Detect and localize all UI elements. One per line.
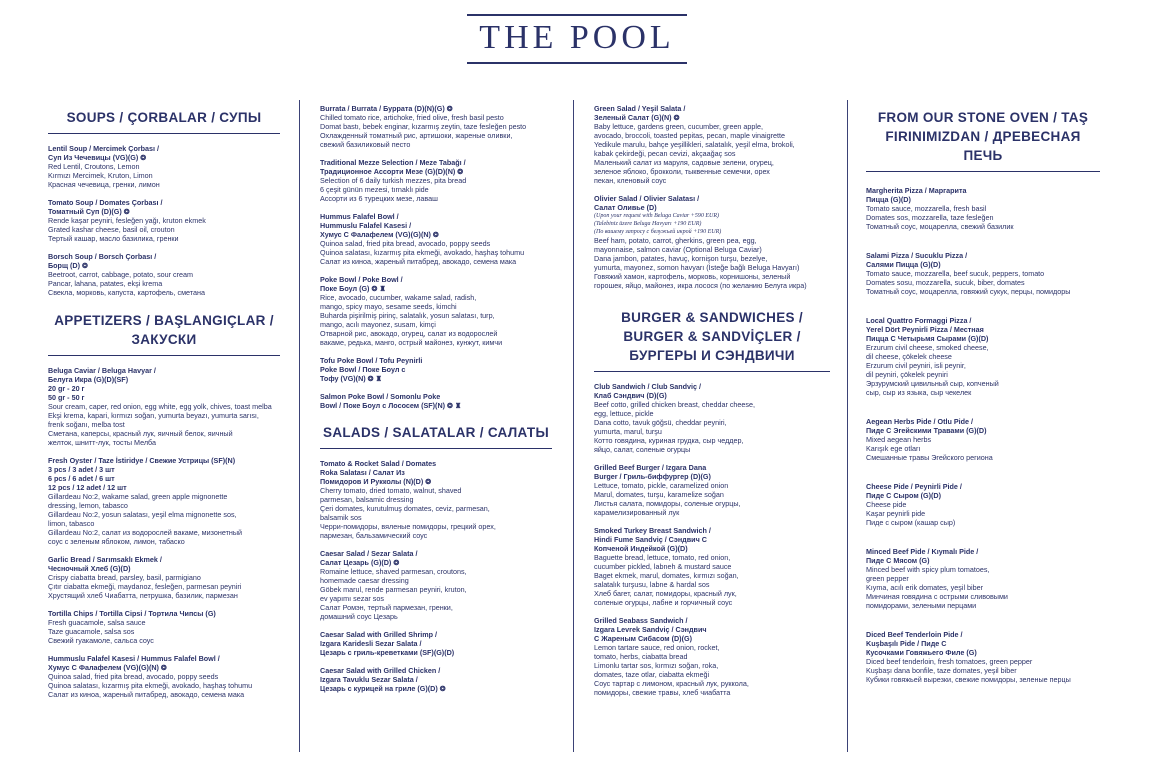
menu-item-description: Red Lentil, Croutons, Lemon Kırmızı Mercimek, Kruton, Limon Красная чечевица, гренки, лимон <box>48 162 160 189</box>
menu-item-name: Lentil Soup / Mercimek Çorbası / Суп Из Чечевицы (VG)(G) ❂ <box>48 144 160 162</box>
menu-item-name: Grilled Beef Burger / Izgara Dana Burger / Гриль-биффургер (D)(G) <box>594 463 711 481</box>
menu-item <box>48 144 280 189</box>
menu-item <box>594 463 830 517</box>
menu-item <box>320 666 552 693</box>
menu-item-description: Quinoa salad, fried pita bread, avocado, poppy seeds Quinoa salatası, kızarmış pita ekmeği, avokado, haşhaş tohumu Салат из киноа, жареный питабред, авокадо, семена мака <box>320 239 525 266</box>
menu-item-description: Diced beef tenderloin, fresh tomatoes, green pepper Kuşbaşı dana bonfile, taze domates, yeşil biber Кубики говяжьей вырезки, свежие помидоры, зеленые перцы <box>866 657 1071 684</box>
menu-column-1 <box>48 104 280 708</box>
menu-item-name: Caesar Salad / Sezar Salata / Салат Цезарь (G)(D) ❂ <box>320 549 418 567</box>
burgers-list <box>594 382 830 697</box>
menu-item-name: Aegean Herbs Pide / Otlu Pide / Пиде С Эгейскими Травами (G)(D) <box>866 417 987 435</box>
column-divider <box>573 100 574 752</box>
column-divider <box>299 100 300 752</box>
menu-item-note: (Upon your request with Beluga Caviar +590 EUR) (Talebiniz üzere Beluga Havyarı +190 EUR) (По вашему запросу с белужьей икрой +190 EUR) <box>594 213 722 235</box>
menu-column-4 <box>866 104 1100 704</box>
menu-item <box>48 555 280 600</box>
menu-item-description: Selection of 6 daily turkish mezzes, pita bread 6 çeşit günün mezesi, tırnaklı pide Ассорти из 6 турецких мезе, лаваш <box>320 176 467 203</box>
menu-item-name: Caesar Salad with Grilled Chicken / Izgara Tavuklu Sezar Salata / Цезарь с курицей на гриле (G)(D) ❂ <box>320 666 446 693</box>
menu-item-name: Tomato Soup / Domates Çorbası / Томатный Суп (D)(G) ❂ <box>48 198 163 216</box>
menu-item-description: Romaine lettuce, shaved parmesan, croutons, homemade caesar dressing Göbek marul, rende parmesan peyniri, kruton, ev yapımı sezar sos Салат Ромэн, тертый пармезан, гренки, домашний соус Цезарь <box>320 567 467 621</box>
section-title-stone-oven: FROM OUR STONE OVEN / TAŞ FIRINIMIZDAN / ДРЕВЕСНАЯ ПЕЧЬ <box>866 104 1100 172</box>
menu-item-name: Traditional Mezze Selection / Meze Tabağı / Традиционное Ассорти Мезе (G)(D)(N) ❂ <box>320 158 466 176</box>
menu-item <box>866 630 1100 684</box>
menu-item <box>320 212 552 266</box>
menu-item <box>866 186 1100 231</box>
menu-item <box>320 356 552 383</box>
menu-item <box>866 547 1100 610</box>
menu-item <box>866 316 1100 397</box>
menu-item-name: Garlic Bread / Sarımsaklı Ekmek / Чесночный Хлеб (G)(D) <box>48 555 162 573</box>
menu-column-3 <box>594 104 830 706</box>
menu-item-name: Beluga Caviar / Beluga Havyar / Белуга Икра (G)(D)(SF) 20 gr - 20 г 50 gr - 50 г <box>48 366 156 402</box>
menu-item <box>594 382 830 454</box>
menu-item-name: Poke Bowl / Poke Bowl / Поке Боул (G) ❂ ♜ <box>320 275 403 293</box>
menu-item-description: Cheese pide Kaşar peynirli pide Пиде с сыром (кашар сыр) <box>866 500 956 527</box>
menu-item-description: Beef ham, potato, carrot, gherkins, green pea, egg, mayonnaise, salmon caviar (Optional Beluga Caviar) Dana jambon, patates, havuç, kornişon turşu, bezelye, yumurta, mayonez, somon havyarı (İsteğe bağlı Beluga Havyarı) Говяжий хамон, картофель, морковь, корнишоны, зеленый горошек, яйцо, майонез, икра лосося (по желанию Белуга икра) <box>594 236 807 290</box>
menu-column-2 <box>320 104 552 702</box>
menu-item-name: Tomato & Rocket Salad / Domates Roka Salatası / Салат Из Помидоров И Рукколы (N)(D) ❂ <box>320 459 437 486</box>
menu-item <box>320 158 552 203</box>
menu-item-name: Local Quattro Formaggi Pizza / Yerel Dört Peynirli Pizza / Местная Пицца С Четырьмя Сырами (G)(D) <box>866 316 989 343</box>
menu-item <box>48 252 280 297</box>
menu-item-name: Tortilla Chips / Tortilla Cipsi / Тортила Чипсы (G) <box>48 609 216 618</box>
menu-item-description: Fresh guacamole, salsa sauce Taze guacamole, salsa sos Свежий гуакамоле, сальса соус <box>48 618 154 645</box>
menu-item-description: Baby lettuce, gardens green, cucumber, green apple, avocado, broccoli, toasted pepitas, pecan, maple vinaigrette Yedikule marulu, bahçe yeşillikleri, salatalık, yeşil elma, brokoli, kabak çekirdeği, pecan cevizi, akçaağaç sos Маленький салат из маруля, садовые зелени, огурец, зеленое яблоко, брокколи, тыквенные семечки, орех пекан, кленовый соус <box>594 122 795 185</box>
menu-item-description: Tomato sauce, mozzarella, beef sucuk, peppers, tomato Domates sosu, mozzarella, sucuk, biber, domates Томатный соус, моцарелла, говяжий сукук, перцы, помидоры <box>866 269 1071 296</box>
menu-item <box>320 630 552 657</box>
menu-item-description: Sour cream, caper, red onion, egg white, egg yolk, chives, toast melba Ekşi krema, kapari, kırmızı soğan, yumurta beyazı, yumurta sarısı, frenk soğanı, melba tost Сметана, каперсы, красный лук, яичный белок, яичный желток, шнитт-лук, тосты Мелба <box>48 402 272 447</box>
menu-item-name: Tofu Poke Bowl / Tofu Peynirli Poke Bowl / Поке Боул с Тофу (VG)(N) ❂ ♜ <box>320 356 423 383</box>
menu-item-description: Cherry tomato, dried tomato, walnut, shaved parmesan, balsamic dressing Çeri domates, kurutulmuş domates, ceviz, parmesan, balsamik sos Черри-помидоры, вяленые помидоры, грецкий орех, пармезан, бальзамический соус <box>320 486 496 540</box>
section-title-burgers: BURGER & SANDWICHES / BURGER & SANDVİÇLER / БУРГЕРЫ И СЭНДВИЧИ <box>594 304 830 372</box>
menu-item-name: Salmon Poke Bowl / Somonlu Poke Bowl / Поке Боул с Лососем (SF)(N) ❂ ♜ <box>320 392 462 410</box>
starters-list <box>320 104 552 410</box>
menu-item-name: Club Sandwich / Club Sandviç / Клаб Сэндвич (D)(G) <box>594 382 702 400</box>
menu-item <box>594 104 830 185</box>
menu-item-name: Fresh Oyster / Taze İstiridye / Свежие Устрицы (SF)(N) 3 pcs / 3 adet / 3 шт 6 pcs / 6 adet / 6 шт 12 pcs / 12 adet / 12 шт <box>48 456 236 492</box>
menu-item-description: Lemon tartare sauce, red onion, rocket, tomato, herbs, ciabatta bread Limonlu tartar sos, kırmızı soğan, roka, domates, taze otlar, ciabatta ekmeği Соус тартар с лимоном, красный лук, руккола, помидоры, свежие травы, хлеб чиабатта <box>594 643 749 697</box>
menu-item-description: Chilled tomato rice, artichoke, fried olive, fresh basil pesto Domat bastı, bebek enginar, kızarmış zeytin, taze fesleğen pesto Охлажденный томатный рис, артишоки, жареные оливки, свежий базиликовый песто <box>320 113 527 149</box>
menu-item-description: Rice, avocado, cucumber, wakame salad, radish, mango, spicy mayo, sesame seeds, kimchi Buharda pişirilmiş pirinç, salatalık, yosun salatası, turp, mango, acılı mayonez, susam, kimçi Отварной рис, авокадо, огурец, салат из водорослей вакаме, редька, манго, острый майонез, кунжут, кимчи <box>320 293 503 347</box>
menu-item-name: Burrata / Burrata / Буррата (D)(N)(G) ❂ <box>320 104 453 113</box>
menu-item-name: Minced Beef Pide / Kıymalı Pide / Пиде С Мясом (G) <box>866 547 979 565</box>
menu-item-name: Green Salad / Yeşil Salata / Зеленый Салат (G)(N) ❂ <box>594 104 686 122</box>
menu-item <box>320 549 552 621</box>
menu-item-description: Mixed aegean herbs Karışık ege otları Смешанные травы Эгейского региона <box>866 435 993 462</box>
menu-item-description: Lettuce, tomato, pickle, caramelized onion Marul, domates, turşu, karamelize soğan Листья салата, помидоры, соленые огурцы, карамелизированный лук <box>594 481 741 517</box>
menu-item <box>48 366 280 447</box>
menu-item-name: Salami Pizza / Sucuklu Pizza / Салями Пицца (G)(D) <box>866 251 968 269</box>
menu-item-name: Grilled Seabass Sandwich / Izgara Levrek Sandviç / Сэндвич С Жареным Сибасом (D)(G) <box>594 616 707 643</box>
menu-item-name: Hummuslu Falafel Kasesi / Hummus Falafel Bowl / Хумус С Фалафелем (VG)(G)(N) ❂ <box>48 654 220 672</box>
menu-item-description: Rende kaşar peyniri, fesleğen yağı, kruton ekmek Grated kashar cheese, basil oil, crouton Тертый кашар, масло базилика, гренки <box>48 216 206 243</box>
menu-item-description: Erzurum civil cheese, smoked cheese, dil cheese, çökelek cheese Erzurum civil peyniri, isli peynir, dil peyniri, çökelek peyniri Эрзурумский цивильный сыр, копченый сыр, сыр из языка, сыр чекелек <box>866 343 999 397</box>
menu-item <box>866 251 1100 296</box>
menu-item <box>48 654 280 699</box>
menu-item <box>866 417 1100 462</box>
stone-oven-list <box>866 186 1100 684</box>
menu-item <box>594 526 830 607</box>
menu-item <box>48 609 280 645</box>
menu-item <box>320 392 552 410</box>
salads-continued-list <box>594 104 830 290</box>
soups-list <box>48 144 280 297</box>
column-divider <box>847 100 848 752</box>
menu-item <box>48 456 280 546</box>
menu-item <box>320 459 552 540</box>
menu-item-description: Tomato sauce, mozzarella, fresh basil Domates sos, mozzarella, taze fesleğen Томатный соус, моцарелла, свежий базилик <box>866 204 1014 231</box>
menu-item-description: Quinoa salad, fried pita bread, avocado, poppy seeds Quinoa salatası, kızarmış pita ekmeği, avokado, haşhaş tohumu Салат из киноа, жареный питабред, авокадо, семена мака <box>48 672 253 699</box>
menu-item <box>594 194 830 290</box>
menu-item-description: Gillardeau No:2, wakame salad, green apple mignonette dressing, lemon, tabasco Gillardeau No:2, yosun salatası, yeşil elma mignonette sos, limon, tabasco Gillardeau No:2, салат из водорослей вакаме, мизонетный соус с зеленым яблоком, лимон, табаско <box>48 492 243 546</box>
menu-item <box>594 616 830 697</box>
menu-item-description: Beetroot, carrot, cabbage, potato, sour cream Pancar, lahana, patates, ekşi krema Свекла, морковь, капуста, картофель, сметана <box>48 270 205 297</box>
menu-item-name: Borsch Soup / Borsch Çorbası / Борщ (D) ❂ <box>48 252 157 270</box>
menu-item <box>320 104 552 149</box>
menu-item <box>866 482 1100 527</box>
appetizers-list <box>48 366 280 699</box>
menu-item-name: Caesar Salad with Grilled Shrimp / Izgara Karidesli Sezar Salata / Цезарь с гриль-креветками (SF)(G)(D) <box>320 630 455 657</box>
section-title-soups: SOUPS / ÇORBALAR / СУПЫ <box>48 104 280 134</box>
menu-item <box>320 275 552 347</box>
menu-item-name: Smoked Turkey Breast Sandwich / Hindi Fume Sandviç / Сэндвич С Копченой Индейкой (G)(D) <box>594 526 711 553</box>
menu-item-description: Baguette bread, lettuce, tomato, red onion, cucumber pickled, labneh & mustard sauce Baget ekmek, marul, domates, kırmızı soğan, salatalık turşusu, labne & hardal sos Хлеб багет, салат, помидоры, красный лук, соленые огурцы, лабне и горчичный соус <box>594 553 739 607</box>
menu-item-name: Margherita Pizza / Маргарита Пицца (G)(D) <box>866 186 967 204</box>
logo: THE POOL <box>467 14 687 64</box>
menu-item-name: Diced Beef Tenderloin Pide / Kuşbaşılı Pide / Пиде С Кусочками Говяжьего Филе (G) <box>866 630 977 657</box>
menu-item-name: Olivier Salad / Olivier Salatası / Салат Оливье (D) <box>594 194 700 212</box>
menu-item-description: Beef cotto, grilled chicken breast, cheddar cheese, egg, lettuce, pickle Dana cotto, tavuk göğsü, cheddar peyniri, yumurta, marul, turşu Котто говядина, куриная грудка, сыр чеддер, яйцо, салат, соленые огурцы <box>594 400 756 454</box>
section-title-appetizers: APPETIZERS / BAŞLANGIÇLAR / ЗАКУСКИ <box>48 307 280 356</box>
menu-item-name: Hummus Falafel Bowl / Hummuslu Falafel Kasesi / Хумус С Фалафелем (VG)(G)(N) ❂ <box>320 212 439 239</box>
menu-item-description: Minced beef with spicy plum tomatoes, green pepper Kıyma, acılı erik domates, yeşil biber Минчиная говядина с острыми сливовыми помидорами, зелеными перцами <box>866 565 1008 610</box>
salads-list <box>320 459 552 693</box>
menu-item <box>48 198 280 243</box>
menu-item-description: Crispy ciabatta bread, parsley, basil, parmigiano Çıtır ciabatta ekmeği, maydanoz, fesleğen, parmesan peyniri Хрустящий хлеб Чиабатта, петрушка, базилик, пармезан <box>48 573 242 600</box>
menu-item-name: Cheese Pide / Peynirli Pide / Пиде С Сыром (G)(D) <box>866 482 962 500</box>
section-title-salads: SALADS / SALATALAR / САЛАТЫ <box>320 419 552 449</box>
